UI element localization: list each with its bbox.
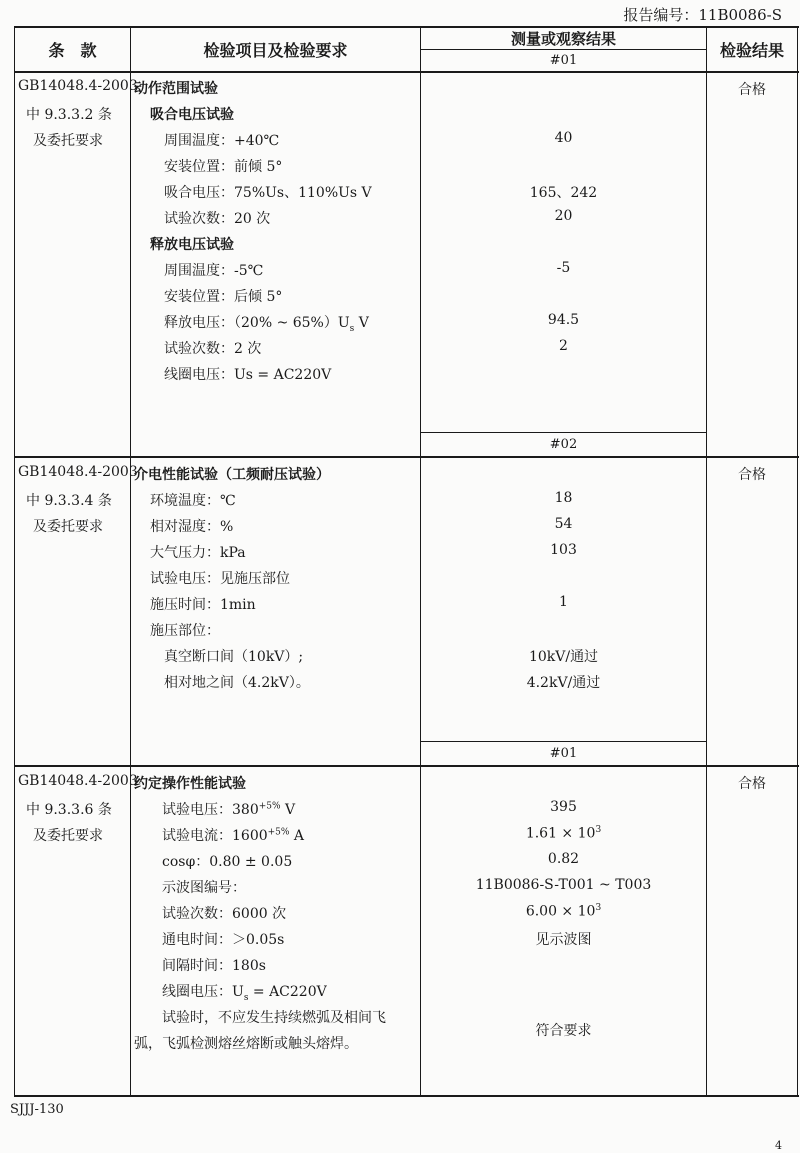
test-item: 释放电压试验 [150, 237, 234, 253]
test-item: 试验次数：6000 次 [162, 906, 287, 922]
test-item: 试验电流：$1600^{+5\%}$ A [162, 827, 305, 844]
test-item: 相对湿度：% [150, 519, 234, 535]
test-item: 试验电压：$380^{+5\%}$ V [162, 801, 296, 818]
test-item: 周围温度：-5℃ [164, 263, 264, 279]
sample-top-line [420, 741, 707, 742]
test-item: 试验次数：20 次 [164, 211, 271, 227]
section-divider [14, 456, 799, 458]
measured-value: 符合要求 [535, 1023, 592, 1039]
result-badge: 合格 [738, 467, 766, 483]
measured-value: $1.61 \times 10^3$ [525, 825, 602, 842]
test-item: 安装位置：后倾 5° [164, 289, 283, 305]
measured-value: 0.82 [547, 851, 580, 867]
table-right-border [797, 26, 798, 1096]
page-number: 4 [775, 1139, 782, 1152]
measured-value: 94.5 [547, 312, 580, 328]
measured-value: 395 [550, 799, 577, 815]
header-result: 检验结果 [719, 41, 784, 60]
header-clause: 条 款 [48, 41, 97, 60]
header-items: 检验项目及检验要求 [203, 41, 348, 60]
test-item: 相对地之间（4.2kV）。 [164, 675, 310, 691]
test-item: 线圈电压：Us = AC220V [164, 367, 332, 383]
measured-value: 20 [554, 208, 573, 224]
sample-top-line [420, 432, 707, 433]
test-item: 大气压力：kPa [150, 545, 246, 561]
test-item: 周围温度：+40℃ [164, 133, 280, 149]
report-number: 报告编号：11B0086-S [623, 6, 782, 24]
test-item: 试验次数：2 次 [164, 341, 262, 357]
measured-value: 103 [550, 542, 577, 558]
sample-label: #01 [549, 53, 578, 68]
test-item: 试验电压：见施压部位 [150, 571, 290, 587]
test-item: 动作范围试验 [134, 81, 218, 97]
measured-value: 见示波图 [535, 932, 592, 948]
measured-value: $6.00 \times 10^3$ [525, 903, 602, 920]
measured-value: -5 [556, 260, 571, 276]
measured-value: 2 [559, 338, 568, 354]
test-item: 弧，飞弧检测熔丝熔断或触头熔焊。 [134, 1036, 358, 1052]
test-item: 介电性能试验（工频耐压试验） [134, 467, 330, 483]
clause-number: 中 9.3.3.6 条 [26, 802, 112, 818]
test-item: 通电时间：＞0.05s [162, 932, 285, 948]
test-item: 间隔时间：180s [162, 958, 266, 974]
sample-label: #02 [549, 437, 578, 452]
clause-number: 中 9.3.3.4 条 [26, 493, 112, 509]
clause-standard: GB14048.4-2003 [18, 773, 138, 789]
measured-value: 18 [554, 490, 573, 506]
clause-standard: GB14048.4-2003 [18, 78, 138, 94]
clause-note: 及委托要求 [33, 519, 103, 535]
clause-number: 中 9.3.3.2 条 [26, 107, 112, 123]
test-item: 示波图编号： [162, 880, 246, 896]
test-item: 释放电压：（20% ~ $65\%)U_s$ V [164, 315, 369, 334]
header-measurement: 测量或观察结果 [510, 30, 616, 48]
measured-value: 10kV/通过 [528, 649, 599, 665]
measured-value: 165、242 [529, 185, 598, 201]
clause-standard: GB14048.4-2003 [18, 464, 138, 480]
header-bottom-line [14, 71, 799, 73]
clause-note: 及委托要求 [33, 828, 103, 844]
test-item: 约定操作性能试验 [134, 776, 246, 792]
test-item: 环境温度：℃ [150, 493, 236, 509]
measured-value: 54 [554, 516, 573, 532]
col-divider-3 [706, 26, 707, 1096]
table-left-border [14, 26, 15, 1096]
header-sub-line [420, 49, 707, 50]
table-bottom-border [14, 1095, 799, 1097]
measured-value: 11B0086-S-T001 ~ T003 [475, 877, 652, 893]
form-code: SJJJ-130 [10, 1102, 64, 1117]
test-item: 真空断口间（10kV）; [164, 649, 304, 665]
result-badge: 合格 [738, 82, 766, 98]
clause-note: 及委托要求 [33, 133, 103, 149]
test-item: 安装位置：前倾 5° [164, 159, 283, 175]
section-divider [14, 765, 799, 767]
test-item: cosφ：0.80 ± 0.05 [162, 854, 293, 870]
measured-value: 4.2kV/通过 [526, 675, 601, 691]
test-item: 施压时间：1min [150, 597, 256, 613]
test-item: 线圈电压：$U_s = AC220V$ [162, 984, 327, 1003]
measured-value: 1 [559, 594, 568, 610]
result-badge: 合格 [738, 776, 766, 792]
test-item: 吸合电压试验 [150, 107, 234, 123]
sample-label: #01 [549, 746, 578, 761]
measured-value: 40 [554, 130, 573, 146]
test-item: 试验时，不应发生持续燃弧及相间飞 [162, 1010, 386, 1026]
test-item: 吸合电压：75%Us、110%Us V [164, 185, 372, 201]
test-item: 施压部位： [150, 623, 220, 639]
col-divider-1 [130, 26, 131, 1096]
